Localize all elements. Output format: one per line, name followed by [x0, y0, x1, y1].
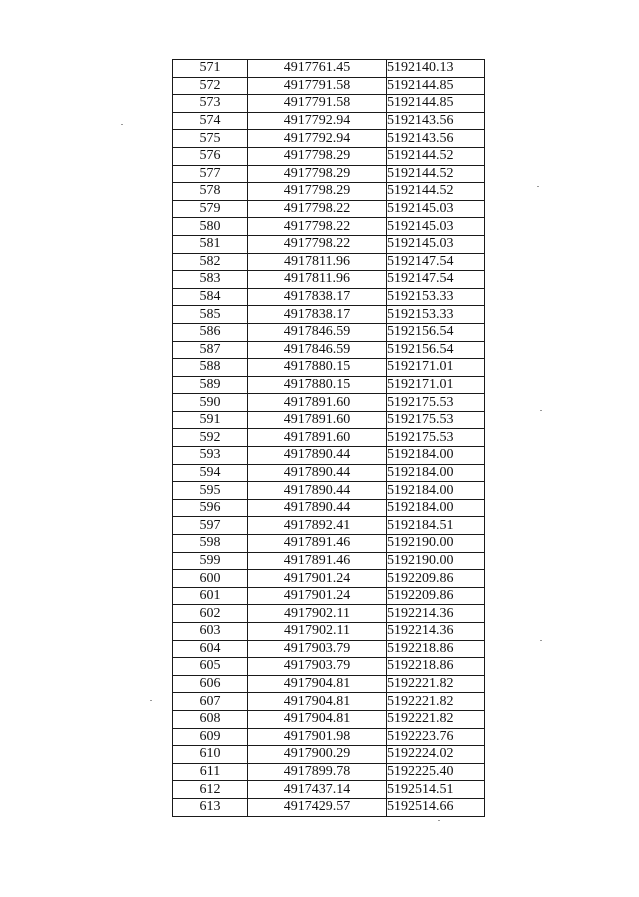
- point-number-cell: 588: [173, 359, 248, 377]
- x-coordinate-cell: 4917880.15: [248, 359, 387, 377]
- point-number-cell: 585: [173, 306, 248, 324]
- x-coordinate-cell: 4917904.81: [248, 693, 387, 711]
- x-coordinate-cell: 4917890.44: [248, 482, 387, 500]
- table-row: [173, 165, 485, 183]
- y-coordinate-cell: 5192184.00: [387, 464, 485, 482]
- table-row: [173, 517, 485, 535]
- table-row: [173, 640, 485, 658]
- point-number-cell: 602: [173, 605, 248, 623]
- x-coordinate-cell: 4917890.44: [248, 447, 387, 465]
- y-coordinate-cell: 5192221.82: [387, 675, 485, 693]
- y-coordinate-cell: 5192145.03: [387, 235, 485, 253]
- x-coordinate-cell: 4917791.58: [248, 95, 387, 113]
- y-coordinate-cell: 5192218.86: [387, 658, 485, 676]
- point-number-cell: 586: [173, 323, 248, 341]
- table-row: [173, 587, 485, 605]
- x-coordinate-cell: 4917846.59: [248, 323, 387, 341]
- y-coordinate-cell: 5192514.51: [387, 781, 485, 799]
- point-number-cell: 578: [173, 183, 248, 201]
- table-row: [173, 341, 485, 359]
- y-coordinate-cell: 5192143.56: [387, 130, 485, 148]
- point-number-cell: 613: [173, 798, 248, 816]
- point-number-cell: 582: [173, 253, 248, 271]
- table-row: [173, 605, 485, 623]
- x-coordinate-cell: 4917846.59: [248, 341, 387, 359]
- x-coordinate-cell: 4917903.79: [248, 658, 387, 676]
- table-row: [173, 728, 485, 746]
- point-number-cell: 590: [173, 394, 248, 412]
- x-coordinate-cell: 4917798.29: [248, 183, 387, 201]
- table-row: [173, 482, 485, 500]
- scan-speck: [150, 700, 152, 701]
- table-row: [173, 218, 485, 236]
- point-number-cell: 584: [173, 288, 248, 306]
- y-coordinate-cell: 5192175.53: [387, 411, 485, 429]
- point-number-cell: 589: [173, 376, 248, 394]
- x-coordinate-cell: 4917891.60: [248, 429, 387, 447]
- point-number-cell: 611: [173, 763, 248, 781]
- y-coordinate-cell: 5192218.86: [387, 640, 485, 658]
- x-coordinate-cell: 4917798.29: [248, 147, 387, 165]
- y-coordinate-cell: 5192214.36: [387, 605, 485, 623]
- table-row: [173, 693, 485, 711]
- y-coordinate-cell: 5192184.00: [387, 447, 485, 465]
- table-row: [173, 183, 485, 201]
- table-row: [173, 798, 485, 816]
- point-number-cell: 574: [173, 112, 248, 130]
- x-coordinate-cell: 4917811.96: [248, 253, 387, 271]
- x-coordinate-cell: 4917890.44: [248, 499, 387, 517]
- table-row: [173, 499, 485, 517]
- y-coordinate-cell: 5192175.53: [387, 429, 485, 447]
- point-number-cell: 577: [173, 165, 248, 183]
- point-number-cell: 606: [173, 675, 248, 693]
- point-number-cell: 596: [173, 499, 248, 517]
- scan-speck: [121, 124, 123, 125]
- point-number-cell: 610: [173, 746, 248, 764]
- y-coordinate-cell: 5192514.66: [387, 798, 485, 816]
- scan-speck: [537, 186, 539, 187]
- x-coordinate-cell: 4917901.98: [248, 728, 387, 746]
- point-number-cell: 604: [173, 640, 248, 658]
- x-coordinate-cell: 4917798.29: [248, 165, 387, 183]
- point-number-cell: 599: [173, 552, 248, 570]
- x-coordinate-cell: 4917900.29: [248, 746, 387, 764]
- y-coordinate-cell: 5192153.33: [387, 288, 485, 306]
- table-row: [173, 552, 485, 570]
- table-row: [173, 376, 485, 394]
- x-coordinate-cell: 4917901.24: [248, 587, 387, 605]
- point-number-cell: 579: [173, 200, 248, 218]
- y-coordinate-cell: 5192145.03: [387, 218, 485, 236]
- y-coordinate-cell: 5192190.00: [387, 552, 485, 570]
- point-number-cell: 576: [173, 147, 248, 165]
- table-row: [173, 763, 485, 781]
- y-coordinate-cell: 5192144.52: [387, 165, 485, 183]
- point-number-cell: 601: [173, 587, 248, 605]
- scan-speck: [438, 820, 440, 821]
- point-number-cell: 573: [173, 95, 248, 113]
- point-number-cell: 605: [173, 658, 248, 676]
- y-coordinate-cell: 5192143.56: [387, 112, 485, 130]
- table-row: [173, 130, 485, 148]
- table-row: [173, 306, 485, 324]
- point-number-cell: 591: [173, 411, 248, 429]
- x-coordinate-cell: 4917811.96: [248, 271, 387, 289]
- coordinates-table-body: [173, 60, 485, 817]
- y-coordinate-cell: 5192190.00: [387, 535, 485, 553]
- x-coordinate-cell: 4917891.60: [248, 394, 387, 412]
- point-number-cell: 612: [173, 781, 248, 799]
- y-coordinate-cell: 5192145.03: [387, 200, 485, 218]
- x-coordinate-cell: 4917892.41: [248, 517, 387, 535]
- y-coordinate-cell: 5192171.01: [387, 359, 485, 377]
- x-coordinate-cell: 4917904.81: [248, 675, 387, 693]
- x-coordinate-cell: 4917901.24: [248, 570, 387, 588]
- y-coordinate-cell: 5192140.13: [387, 60, 485, 78]
- x-coordinate-cell: 4917792.94: [248, 112, 387, 130]
- x-coordinate-cell: 4917798.22: [248, 200, 387, 218]
- table-row: [173, 359, 485, 377]
- point-number-cell: 594: [173, 464, 248, 482]
- x-coordinate-cell: 4917791.58: [248, 77, 387, 95]
- table-row: [173, 253, 485, 271]
- point-number-cell: 597: [173, 517, 248, 535]
- x-coordinate-cell: 4917429.57: [248, 798, 387, 816]
- table-row: [173, 271, 485, 289]
- x-coordinate-cell: 4917437.14: [248, 781, 387, 799]
- coordinates-table: [172, 59, 485, 817]
- table-row: [173, 623, 485, 641]
- table-row: [173, 658, 485, 676]
- table-row: [173, 535, 485, 553]
- x-coordinate-cell: 4917890.44: [248, 464, 387, 482]
- y-coordinate-cell: 5192225.40: [387, 763, 485, 781]
- table-row: [173, 710, 485, 728]
- y-coordinate-cell: 5192144.85: [387, 77, 485, 95]
- point-number-cell: 571: [173, 60, 248, 78]
- x-coordinate-cell: 4917798.22: [248, 235, 387, 253]
- table-row: [173, 77, 485, 95]
- y-coordinate-cell: 5192175.53: [387, 394, 485, 412]
- x-coordinate-cell: 4917903.79: [248, 640, 387, 658]
- point-number-cell: 607: [173, 693, 248, 711]
- y-coordinate-cell: 5192147.54: [387, 271, 485, 289]
- point-number-cell: 595: [173, 482, 248, 500]
- table-row: [173, 323, 485, 341]
- y-coordinate-cell: 5192221.82: [387, 710, 485, 728]
- table-row: [173, 112, 485, 130]
- point-number-cell: 608: [173, 710, 248, 728]
- y-coordinate-cell: 5192184.00: [387, 482, 485, 500]
- x-coordinate-cell: 4917838.17: [248, 288, 387, 306]
- y-coordinate-cell: 5192184.51: [387, 517, 485, 535]
- scan-speck: [540, 410, 542, 411]
- table-row: [173, 95, 485, 113]
- point-number-cell: 583: [173, 271, 248, 289]
- table-row: [173, 147, 485, 165]
- y-coordinate-cell: 5192144.52: [387, 147, 485, 165]
- y-coordinate-cell: 5192221.82: [387, 693, 485, 711]
- y-coordinate-cell: 5192156.54: [387, 341, 485, 359]
- y-coordinate-cell: 5192223.76: [387, 728, 485, 746]
- x-coordinate-cell: 4917891.46: [248, 535, 387, 553]
- point-number-cell: 580: [173, 218, 248, 236]
- x-coordinate-cell: 4917904.81: [248, 710, 387, 728]
- table-row: [173, 464, 485, 482]
- x-coordinate-cell: 4917798.22: [248, 218, 387, 236]
- point-number-cell: 592: [173, 429, 248, 447]
- x-coordinate-cell: 4917899.78: [248, 763, 387, 781]
- x-coordinate-cell: 4917891.60: [248, 411, 387, 429]
- table-row: [173, 746, 485, 764]
- y-coordinate-cell: 5192171.01: [387, 376, 485, 394]
- point-number-cell: 572: [173, 77, 248, 95]
- table-row: [173, 570, 485, 588]
- y-coordinate-cell: 5192147.54: [387, 253, 485, 271]
- y-coordinate-cell: 5192144.85: [387, 95, 485, 113]
- point-number-cell: 581: [173, 235, 248, 253]
- point-number-cell: 609: [173, 728, 248, 746]
- table-row: [173, 411, 485, 429]
- x-coordinate-cell: 4917891.46: [248, 552, 387, 570]
- table-row: [173, 447, 485, 465]
- y-coordinate-cell: 5192224.02: [387, 746, 485, 764]
- point-number-cell: 600: [173, 570, 248, 588]
- x-coordinate-cell: 4917902.11: [248, 605, 387, 623]
- x-coordinate-cell: 4917761.45: [248, 60, 387, 78]
- scan-speck: [540, 640, 542, 641]
- point-number-cell: 598: [173, 535, 248, 553]
- y-coordinate-cell: 5192144.52: [387, 183, 485, 201]
- y-coordinate-cell: 5192214.36: [387, 623, 485, 641]
- table-row: [173, 288, 485, 306]
- x-coordinate-cell: 4917792.94: [248, 130, 387, 148]
- point-number-cell: 593: [173, 447, 248, 465]
- y-coordinate-cell: 5192156.54: [387, 323, 485, 341]
- x-coordinate-cell: 4917902.11: [248, 623, 387, 641]
- y-coordinate-cell: 5192184.00: [387, 499, 485, 517]
- y-coordinate-cell: 5192153.33: [387, 306, 485, 324]
- table-row: [173, 781, 485, 799]
- y-coordinate-cell: 5192209.86: [387, 587, 485, 605]
- x-coordinate-cell: 4917838.17: [248, 306, 387, 324]
- table-row: [173, 200, 485, 218]
- table-row: [173, 675, 485, 693]
- y-coordinate-cell: 5192209.86: [387, 570, 485, 588]
- point-number-cell: 587: [173, 341, 248, 359]
- table-row: [173, 60, 485, 78]
- point-number-cell: 603: [173, 623, 248, 641]
- table-row: [173, 429, 485, 447]
- table-row: [173, 394, 485, 412]
- x-coordinate-cell: 4917880.15: [248, 376, 387, 394]
- point-number-cell: 575: [173, 130, 248, 148]
- table-row: [173, 235, 485, 253]
